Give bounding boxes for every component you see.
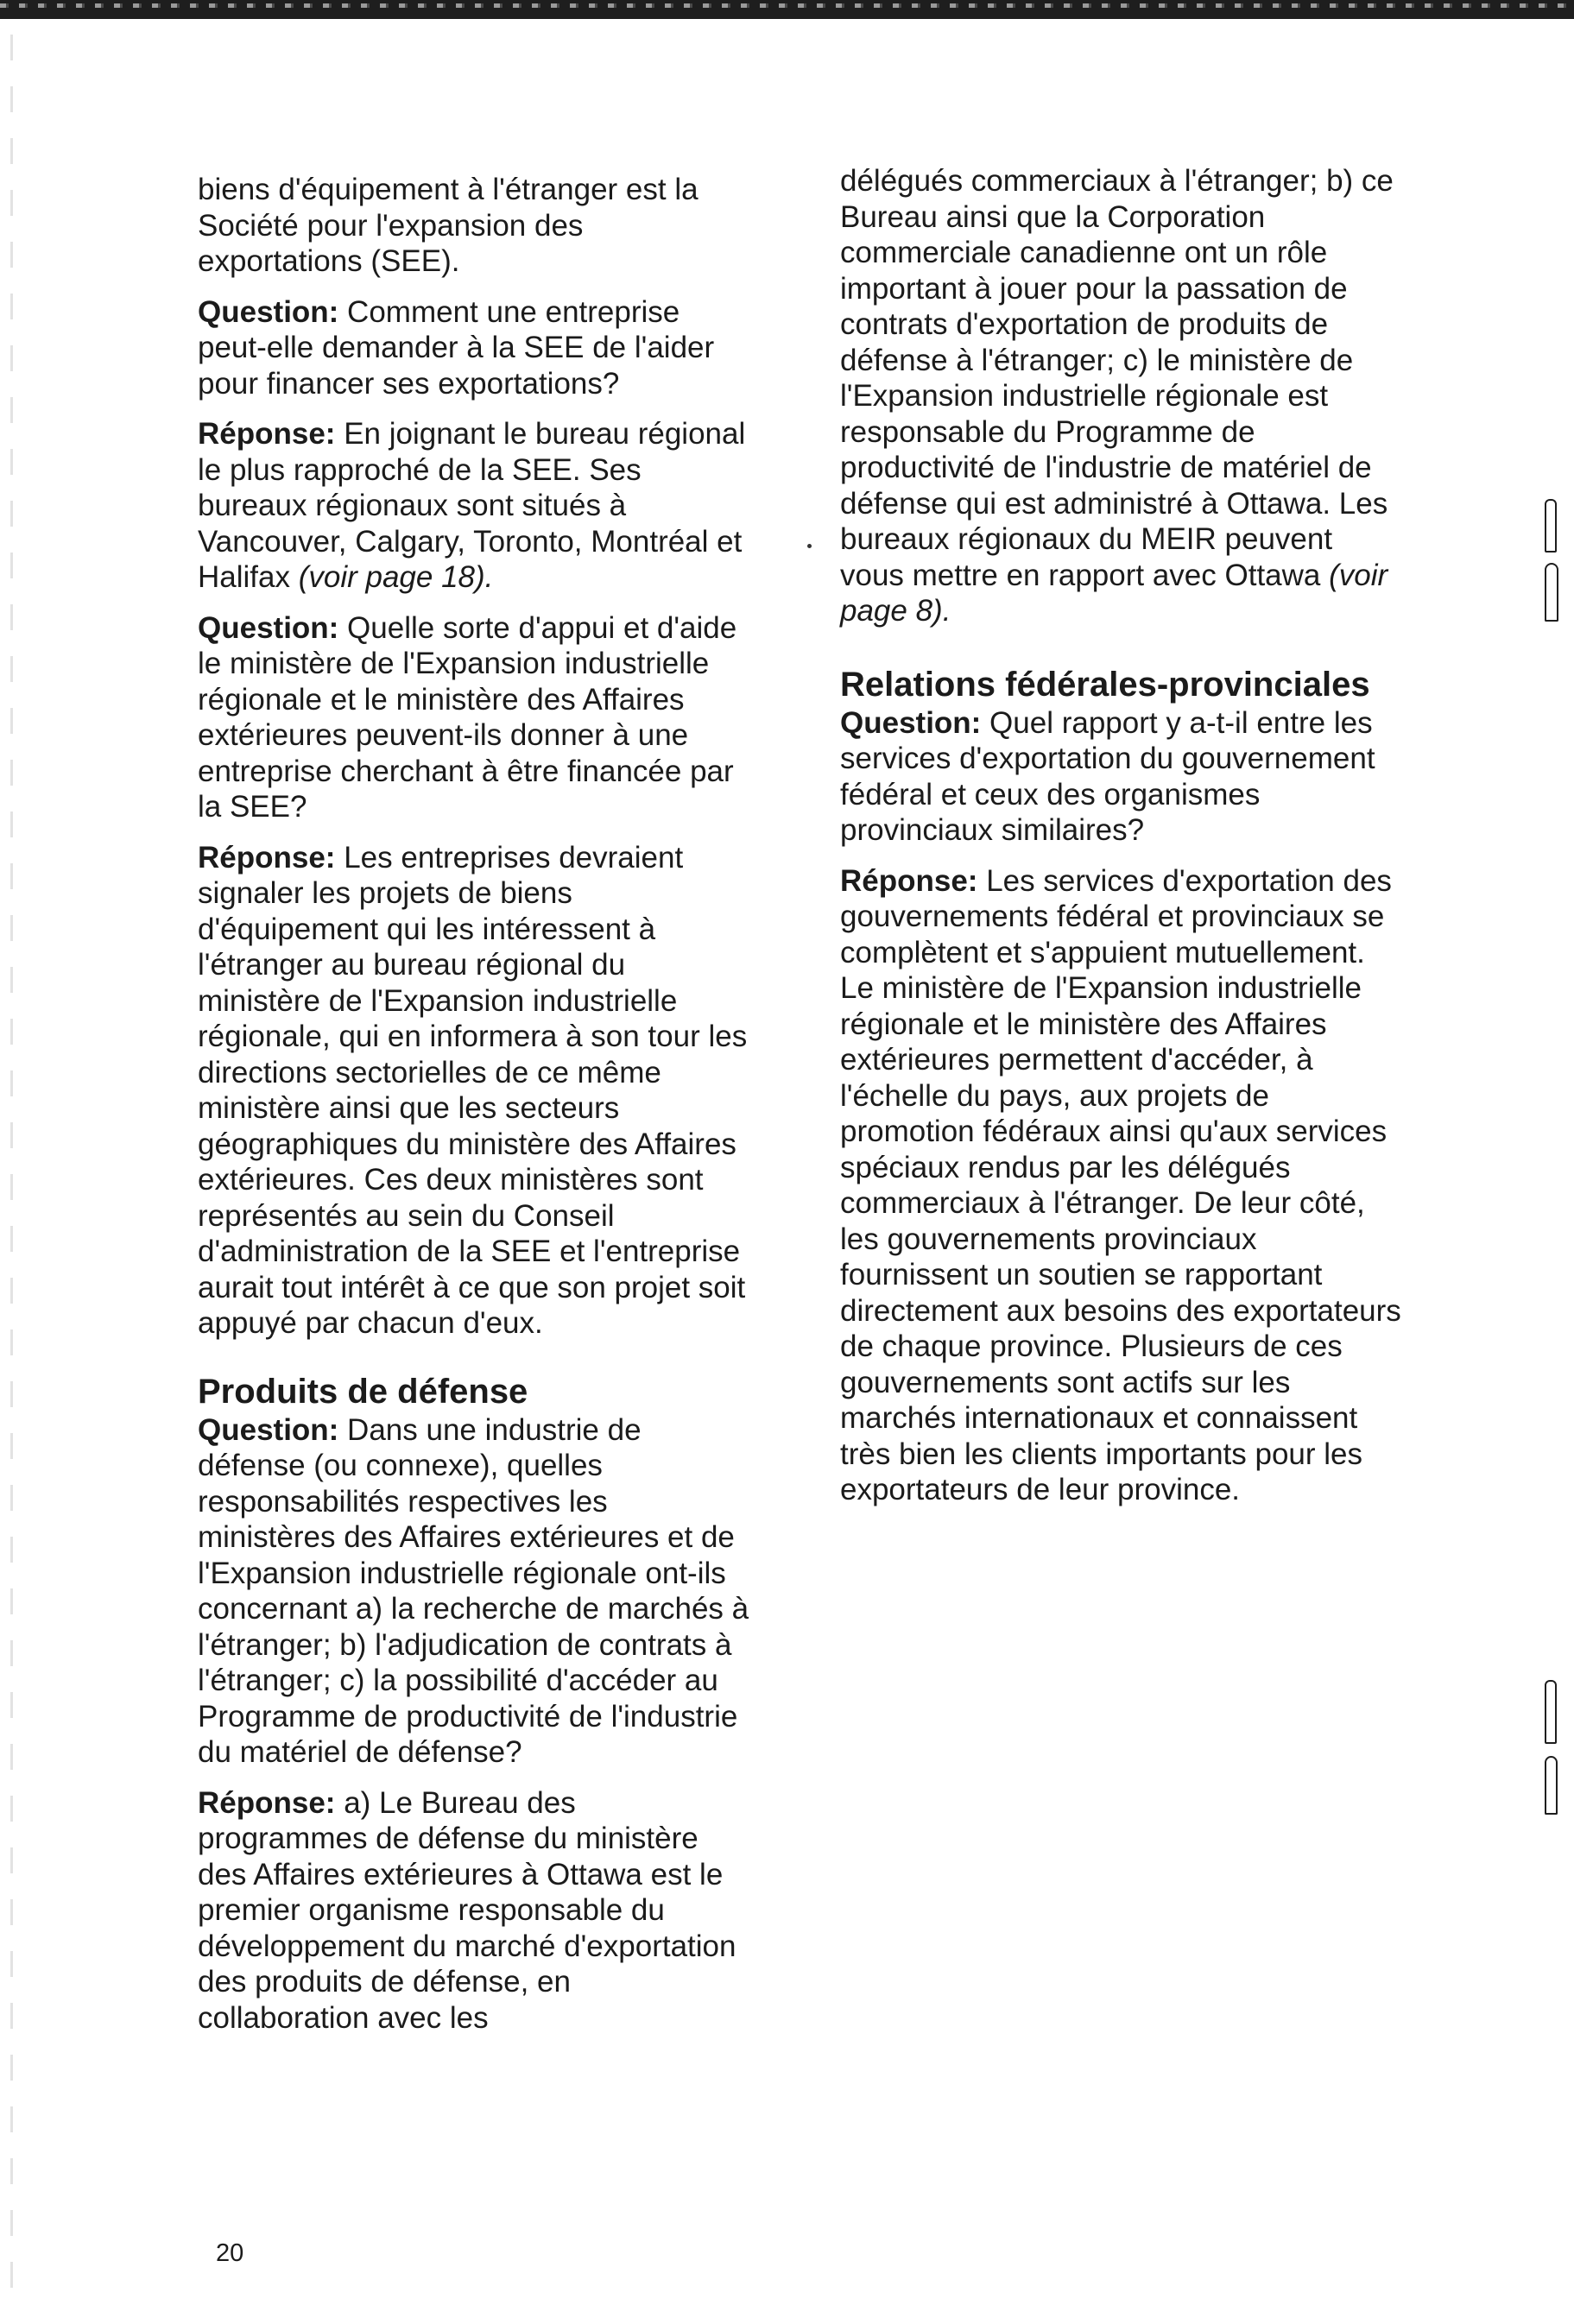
question-label: Question:: [198, 1412, 339, 1447]
answer-label: Réponse:: [840, 863, 978, 898]
answer-label: Réponse:: [198, 1785, 336, 1820]
question-paragraph: [840, 705, 1401, 849]
left-column: [198, 172, 750, 2050]
page-reference: (voir page 18).: [298, 560, 494, 594]
answer-text: Les entreprises devraient signaler les projets de biens d'équipement qui les intéressent à l'étranger au bureau régional du ministère de l'Expansion industrielle régionale, qui en informera à son tour les directions sectorielles de ce même ministère ainsi que les secteurs géographiques du ministère des Affaires extérieures. Ces deux ministères sont représentés au sein du Conseil d'administration de la SEE et l'entreprise aurait tout intérêt à ce que son projet soit appuyé par chacun d'eux.: [198, 840, 748, 1340]
question-text: Dans une industrie de défense (ou connexe), quelles responsabilités respectives les ministères des Affaires extérieures et de l'Expansion industrielle régionale ont-ils concernant a) la recherche de marchés à l'étranger; b) l'adjudication de contrats à l'étranger; c) la possibilité d'accéder au Programme de productivité de l'industrie du matériel de défense?: [198, 1412, 749, 1769]
section-heading-relations-federales-provinciales: Relations fédérales-provinciales: [840, 665, 1370, 704]
answer-label: Réponse:: [198, 417, 336, 451]
paragraph: [198, 172, 750, 280]
answer-paragraph: [840, 863, 1401, 1508]
answer-paragraph: [198, 1785, 750, 2037]
page-reference: (voir page 8).: [840, 558, 1388, 628]
section-heading-produits-de-defense: Produits de défense: [198, 1372, 528, 1411]
paragraph-text: délégués commerciaux à l'étranger; b) ce Bureau ainsi que la Corporation commerciale canadienne ont un rôle important à jouer pour la passation de contrats d'exportation de produits de défense à l'étranger; c) le ministère de l'Expansion industrielle régionale est responsable du Programme de productivité de l'industrie de matériel de défense qui est administré à Ottawa. Les bureaux régionaux du MEIR peuvent vous mettre en rapport avec Ottawa: [840, 164, 1394, 592]
answer-label: Réponse:: [198, 840, 336, 875]
paragraph-text: biens d'équipement à l'étranger est la Société pour l'expansion des exportations (SEE).: [198, 173, 699, 278]
answer-text: Les services d'exportation des gouvernements fédéral et provinciaux se complètent et s'appuient mutuellement. Le ministère de l'Expansion industrielle régionale et le ministère des Affaires extérieures permettent d'accéder, à l'échelle du pays, aux projets de promotion fédéraux ainsi qu'aux services spéciaux rendus par les délégués commerciaux à l'étranger. De leur côté, les gouvernements provinciaux fournissent un soutien se rapportant directement aux besoins des exportateurs de chaque province. Plusieurs de ces gouvernements sont actifs sur les marchés internationaux et connaissent très bien les clients importants pour les exportateurs de leur province.: [840, 863, 1401, 1506]
binding-hole-mark: [1545, 499, 1557, 553]
answer-paragraph: [198, 840, 750, 1342]
question-label: Question:: [198, 294, 339, 329]
question-label: Question:: [198, 610, 339, 645]
scan-left-edge: [10, 35, 13, 2296]
binding-hole-mark: [1545, 1680, 1557, 1744]
right-column: [840, 163, 1401, 1523]
binding-hole-mark: [1545, 1756, 1558, 1815]
question-label: Question:: [840, 705, 982, 740]
page-number: 20: [216, 2239, 244, 2267]
answer-text: a) Le Bureau des programmes de défense du ministère des Affaires extérieures à Ottawa est le premier organisme responsable du développement du marché d'exportation des produits de défense, en collaboration avec les: [198, 1785, 736, 2035]
question-paragraph: [198, 1412, 750, 1771]
answer-text: En joignant le bureau régional le plus rapproché de la SEE. Ses bureaux régionaux sont situés à Vancouver, Calgary, Toronto, Montréal et Halifax: [198, 417, 746, 594]
question-paragraph: [198, 610, 750, 825]
question-paragraph: [198, 294, 750, 402]
scan-top-border: [0, 0, 1574, 19]
binding-hole-mark: [1545, 563, 1558, 622]
question-text: Comment une entreprise peut-elle demander à la SEE de l'aider pour financer ses exportations?: [198, 294, 715, 401]
question-text: Quel rapport y a-t-il entre les services d'exportation du gouvernement fédéral et ceux des organismes provinciaux similaires?: [840, 705, 1375, 847]
stray-dot: [807, 544, 812, 548]
paragraph: [840, 163, 1401, 629]
question-text: Quelle sorte d'appui et d'aide le ministère de l'Expansion industrielle régionale et le ministère des Affaires extérieures peuvent-ils donner à une entreprise cherchant à être financée par la SEE?: [198, 610, 737, 824]
answer-paragraph: [198, 416, 750, 596]
